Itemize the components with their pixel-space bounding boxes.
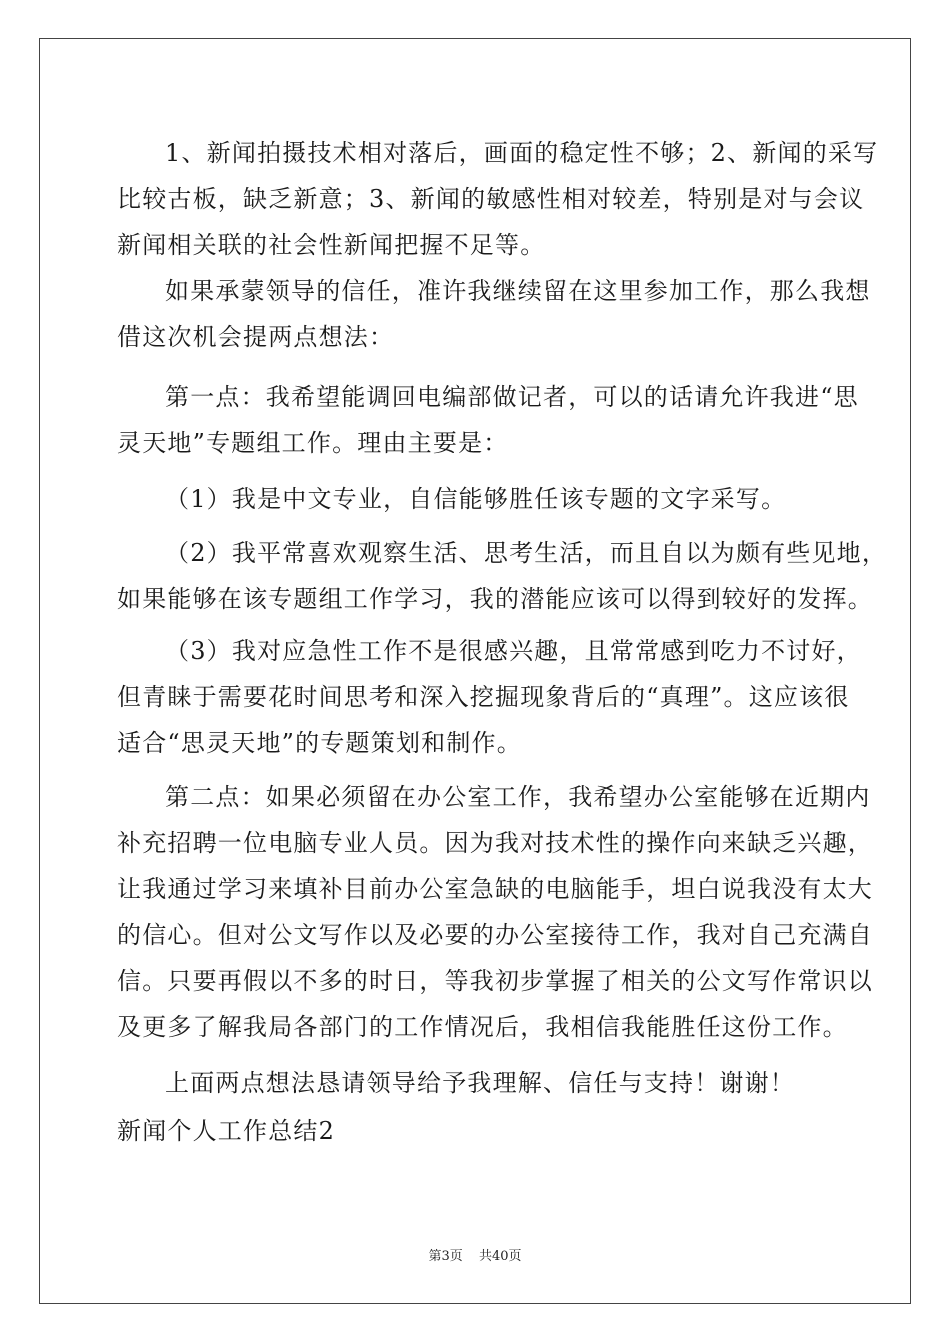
- section-heading: 新闻个人工作总结2: [117, 1117, 336, 1145]
- text-line: 上面两点想法恳请领导给予我理解、信任与支持！谢谢！: [165, 1069, 795, 1097]
- text-line: 适合“思灵天地”的专题策划和制作。: [117, 729, 522, 757]
- page-footer: [0, 1245, 950, 1264]
- page-number: 第3页: [428, 1249, 463, 1264]
- text-line: 但青睐于需要花时间思考和深入挖掘现象背后的“真理”。这应该很: [117, 683, 850, 711]
- text-line: 灵天地”专题组工作。理由主要是：: [117, 429, 509, 457]
- page-total: 共40页: [478, 1249, 522, 1264]
- text-line: 信。只要再假以不多的时日，等我初步掌握了相关的公文写作常识以: [117, 967, 873, 995]
- text-line: 借这次机会提两点想法：: [117, 323, 395, 351]
- page-border: [39, 38, 911, 1304]
- text-line: 让我通过学习来填补目前办公室急缺的电脑能手，坦白说我没有太大: [117, 875, 873, 903]
- text-line: （2）我平常喜欢观察生活、思考生活，而且自以为颇有些见地，: [165, 539, 888, 567]
- text-line: 的信心。但对公文写作以及必要的办公室接待工作，我对自己充满自: [117, 921, 873, 949]
- text-line: 第二点：如果必须留在办公室工作，我希望办公室能够在近期内: [165, 783, 871, 811]
- text-line: （3）我对应急性工作不是很感兴趣，且常常感到吃力不讨好，: [165, 637, 862, 665]
- text-line: 及更多了解我局各部门的工作情况后，我相信我能胜任这份工作。: [117, 1013, 848, 1041]
- text-line: 新闻相关联的社会性新闻把握不足等。: [117, 231, 546, 259]
- text-line: （1）我是中文专业，自信能够胜任该专题的文字采写。: [165, 485, 787, 513]
- text-line: 比较古板，缺乏新意；3、新闻的敏感性相对较差，特别是对与会议: [117, 185, 865, 213]
- text-line: 如果承蒙领导的信任，准许我继续留在这里参加工作，那么我想: [165, 277, 871, 305]
- text-line: 如果能够在该专题组工作学习，我的潜能应该可以得到较好的发挥。: [117, 585, 873, 613]
- text-line: 补充招聘一位电脑专业人员。因为我对技术性的操作向来缺乏兴趣，: [117, 829, 873, 857]
- text-line: 1、新闻拍摄技术相对落后，画面的稳定性不够；2、新闻的采写: [165, 139, 879, 167]
- text-line: 第一点：我希望能调回电编部做记者，可以的话请允许我进“思: [165, 383, 859, 411]
